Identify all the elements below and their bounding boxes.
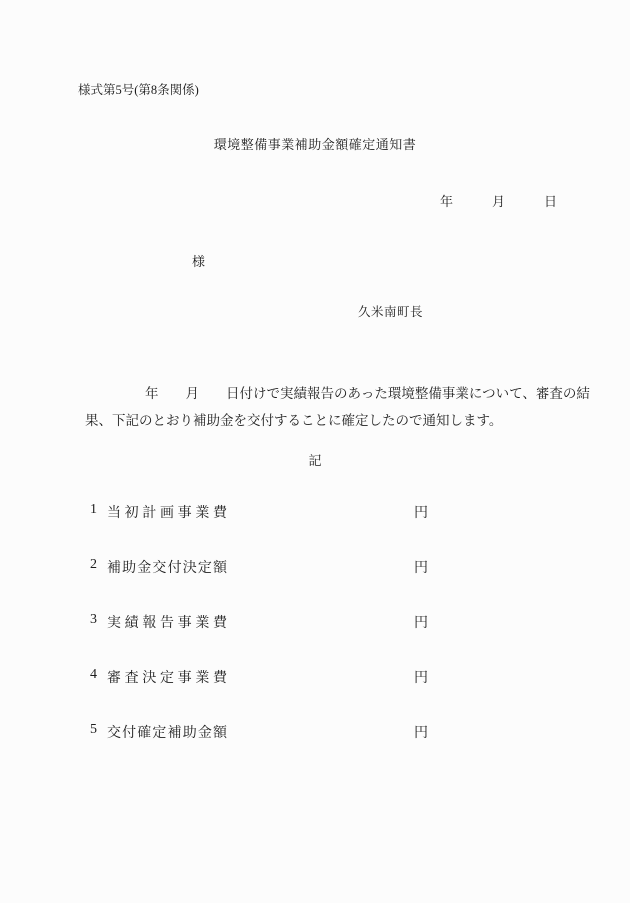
item-label: 当初計画事業費	[107, 506, 227, 521]
body-line: 果、下記のとおり補助金を交付することに確定したので通知します。	[85, 413, 503, 428]
item-number: 5	[90, 722, 97, 737]
item-number: 3	[90, 612, 97, 627]
item-row	[0, 667, 630, 687]
item-label: 交付確定補助金額	[107, 726, 227, 741]
item-unit: 円	[414, 726, 428, 741]
date-blank-line: 年 月 日	[440, 194, 558, 209]
item-row	[0, 557, 630, 577]
addressee-honorific: 様	[192, 254, 206, 269]
document-title: 環境整備事業補助金額確定通知書	[213, 137, 417, 152]
body-line: 年 月 日付けで実績報告のあった環境整備事業について、審査の結	[145, 386, 590, 401]
sender-name: 久米南町長	[358, 305, 424, 319]
item-label: 実績報告事業費	[107, 616, 227, 631]
item-number: 4	[90, 667, 97, 682]
form-number: 様式第5号(第8条関係)	[78, 83, 199, 97]
item-label: 審査決定事業費	[107, 671, 227, 686]
item-number: 2	[90, 557, 97, 572]
item-row	[0, 722, 630, 742]
item-unit: 円	[414, 671, 428, 686]
item-label: 補助金交付決定額	[107, 561, 227, 576]
item-number: 1	[90, 502, 97, 517]
item-unit: 円	[414, 616, 428, 631]
item-unit: 円	[414, 506, 428, 521]
item-row	[0, 502, 630, 522]
item-row	[0, 612, 630, 632]
record-marker: 記	[308, 453, 322, 468]
item-unit: 円	[414, 561, 428, 576]
